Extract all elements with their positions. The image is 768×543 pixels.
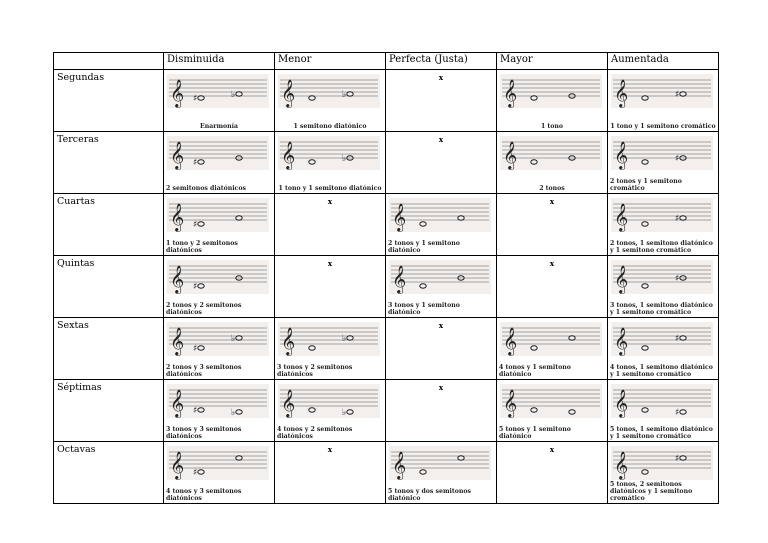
- interval-caption: 4 tonos y 1 semitono diatónico: [499, 364, 571, 378]
- whole-note-icon: [236, 456, 242, 460]
- interval-cell: [164, 70, 275, 132]
- interval-caption: 1 tono y 1 semitono cromático: [610, 123, 716, 130]
- interval-caption: 2 semitonos diatónicos: [166, 185, 246, 192]
- whole-note-icon: [642, 346, 648, 350]
- flat-icon: ♭: [231, 408, 236, 418]
- whole-note-icon: [236, 216, 242, 220]
- interval-row: [54, 132, 719, 194]
- not-applicable-mark: x: [327, 197, 333, 206]
- interval-cell: [386, 132, 497, 194]
- music-staff: [611, 74, 713, 108]
- whole-note-icon: [458, 456, 464, 460]
- music-staff: [611, 322, 713, 356]
- interval-caption: 3 tonos y 2 semitonos diatónicos: [277, 364, 353, 378]
- treble-clef-icon: 𝄞: [392, 203, 407, 231]
- interval-cell: [386, 318, 497, 380]
- interval-cell: [608, 380, 719, 442]
- interval-cell: [386, 256, 497, 318]
- whole-note-icon: [642, 222, 648, 226]
- interval-cell: [608, 442, 719, 504]
- interval-cell: [386, 442, 497, 504]
- music-staff: [167, 74, 269, 108]
- interval-cell: [608, 70, 719, 132]
- interval-cell: [164, 194, 275, 256]
- whole-note-icon: [680, 336, 686, 340]
- interval-caption: 3 tonos, 1 semitono diatónico y 1 semitono cromático: [610, 302, 713, 316]
- interval-caption: 4 tonos, 1 semitono diatónico y 1 semitono cromático: [610, 364, 713, 378]
- treble-clef-icon: 𝄞: [503, 327, 518, 355]
- treble-clef-icon: 𝄞: [392, 265, 407, 293]
- interval-caption: 1 tono: [540, 123, 564, 130]
- music-staff: [167, 198, 269, 232]
- whole-note-icon: [198, 470, 204, 474]
- whole-note-icon: [680, 410, 686, 414]
- interval-caption: 3 tonos y 1 semitono diatónico: [388, 302, 460, 316]
- treble-clef-icon: 𝄞: [281, 79, 296, 107]
- music-staff: [500, 74, 602, 108]
- interval-row: [54, 442, 719, 504]
- flat-icon: ♭: [342, 154, 347, 164]
- treble-clef-icon: 𝄞: [392, 451, 407, 479]
- interval-row: [54, 256, 719, 318]
- whole-note-icon: [309, 346, 315, 350]
- not-applicable-mark: x: [438, 73, 444, 82]
- flat-icon: ♭: [231, 334, 236, 344]
- not-applicable-mark: x: [549, 197, 555, 206]
- music-staff: [167, 446, 269, 480]
- whole-note-icon: [198, 408, 204, 412]
- column-header: Menor: [275, 53, 386, 70]
- whole-note-icon: [198, 96, 204, 100]
- flat-icon: ♭: [342, 90, 347, 100]
- row-label: Octavas: [54, 442, 164, 504]
- interval-caption: 2 tonos: [539, 185, 565, 192]
- whole-note-icon: [198, 346, 204, 350]
- interval-cell: [608, 256, 719, 318]
- music-staff: [167, 322, 269, 356]
- music-staff: [500, 384, 602, 418]
- music-staff: [167, 384, 269, 418]
- row-label: Segundas: [54, 70, 164, 132]
- treble-clef-icon: 𝄞: [170, 265, 185, 293]
- sharp-icon: ♯: [193, 94, 198, 104]
- whole-note-icon: [236, 410, 242, 414]
- interval-cell: [164, 256, 275, 318]
- music-staff: [278, 136, 380, 170]
- row-label: Cuartas: [54, 194, 164, 256]
- whole-note-icon: [680, 456, 686, 460]
- interval-caption: 5 tonos y 1 semitono diatónico: [499, 426, 571, 440]
- flat-icon: ♭: [342, 408, 347, 418]
- whole-note-icon: [347, 336, 353, 340]
- not-applicable-mark: x: [327, 445, 333, 454]
- music-staff: [167, 136, 269, 170]
- music-staff: [389, 260, 491, 294]
- interval-cell: [497, 318, 608, 380]
- whole-note-icon: [420, 222, 426, 226]
- treble-clef-icon: 𝄞: [614, 141, 629, 169]
- treble-clef-icon: 𝄞: [503, 389, 518, 417]
- sharp-icon: ♯: [193, 158, 198, 168]
- whole-note-icon: [236, 336, 242, 340]
- music-staff: [611, 198, 713, 232]
- sharp-icon: ♯: [675, 90, 680, 100]
- treble-clef-icon: 𝄞: [281, 327, 296, 355]
- interval-cell: [497, 442, 608, 504]
- music-staff: [389, 446, 491, 480]
- row-label: Séptimas: [54, 380, 164, 442]
- column-header: Aumentada: [608, 53, 719, 70]
- whole-note-icon: [420, 470, 426, 474]
- whole-note-icon: [680, 216, 686, 220]
- treble-clef-icon: 𝄞: [281, 141, 296, 169]
- interval-cell: [497, 70, 608, 132]
- flat-icon: ♭: [231, 90, 236, 100]
- not-applicable-mark: x: [438, 321, 444, 330]
- interval-cell: [164, 442, 275, 504]
- interval-caption: 1 tono y 1 semitono diatónico: [278, 185, 382, 192]
- music-staff: [611, 260, 713, 294]
- sharp-icon: ♯: [675, 334, 680, 344]
- not-applicable-mark: x: [327, 259, 333, 268]
- whole-note-icon: [420, 284, 426, 288]
- interval-caption: 1 tono y 2 semitonos diatónicos: [166, 240, 238, 254]
- whole-note-icon: [642, 470, 648, 474]
- music-staff: [167, 260, 269, 294]
- intervals-table: [53, 52, 719, 504]
- whole-note-icon: [531, 160, 537, 164]
- music-staff: [500, 136, 602, 170]
- treble-clef-icon: 𝄞: [503, 141, 518, 169]
- interval-row: [54, 194, 719, 256]
- column-header: Mayor: [497, 53, 608, 70]
- interval-caption: 5 tonos y dos semitonos diatónico: [388, 488, 471, 502]
- whole-note-icon: [347, 410, 353, 414]
- interval-caption: 3 tonos y 3 semitonos diatónicos: [166, 426, 242, 440]
- interval-cell: [275, 380, 386, 442]
- interval-row: [54, 318, 719, 380]
- whole-note-icon: [198, 160, 204, 164]
- whole-note-icon: [309, 96, 315, 100]
- music-staff: [278, 74, 380, 108]
- whole-note-icon: [642, 284, 648, 288]
- whole-note-icon: [347, 92, 353, 96]
- interval-cell: [275, 194, 386, 256]
- whole-note-icon: [680, 92, 686, 96]
- sharp-icon: ♯: [193, 220, 198, 230]
- treble-clef-icon: 𝄞: [170, 327, 185, 355]
- interval-row: [54, 70, 719, 132]
- interval-cell: [164, 132, 275, 194]
- interval-caption: 2 tonos y 1 semitono cromático: [610, 178, 682, 192]
- interval-caption: 4 tonos y 3 semitonos diatónicos: [166, 488, 242, 502]
- column-header: Disminuida: [164, 53, 275, 70]
- sharp-icon: ♯: [193, 344, 198, 354]
- interval-caption: 2 tonos y 3 semitonos diatónicos: [166, 364, 242, 378]
- treble-clef-icon: 𝄞: [281, 389, 296, 417]
- treble-clef-icon: 𝄞: [614, 389, 629, 417]
- header-corner: [54, 53, 164, 70]
- interval-cell: [497, 256, 608, 318]
- interval-cell: [497, 132, 608, 194]
- not-applicable-mark: x: [438, 383, 444, 392]
- flat-icon: ♭: [342, 334, 347, 344]
- treble-clef-icon: 𝄞: [503, 79, 518, 107]
- interval-cell: [608, 318, 719, 380]
- treble-clef-icon: 𝄞: [170, 389, 185, 417]
- sharp-icon: ♯: [193, 468, 198, 478]
- sharp-icon: ♯: [193, 282, 198, 292]
- interval-cell: [164, 380, 275, 442]
- treble-clef-icon: 𝄞: [170, 203, 185, 231]
- treble-clef-icon: 𝄞: [614, 265, 629, 293]
- whole-note-icon: [569, 410, 575, 414]
- row-label: Sextas: [54, 318, 164, 380]
- whole-note-icon: [236, 92, 242, 96]
- interval-caption: 2 tonos, 1 semitono diatónico y 1 semitono cromático: [610, 240, 713, 254]
- column-header: Perfecta (Justa): [386, 53, 497, 70]
- sharp-icon: ♯: [675, 454, 680, 464]
- sharp-icon: ♯: [675, 214, 680, 224]
- treble-clef-icon: 𝄞: [170, 141, 185, 169]
- interval-row: [54, 380, 719, 442]
- whole-note-icon: [642, 160, 648, 164]
- music-staff: [611, 384, 713, 418]
- whole-note-icon: [531, 96, 537, 100]
- interval-cell: [497, 194, 608, 256]
- interval-caption: Enarmonía: [199, 123, 239, 130]
- interval-caption: 1 semitono diatónico: [293, 123, 367, 130]
- whole-note-icon: [569, 336, 575, 340]
- treble-clef-icon: 𝄞: [614, 451, 629, 479]
- interval-cell: [386, 194, 497, 256]
- interval-caption: 5 tonos, 2 semitonos diatónicos y 1 semitono cromático: [610, 481, 693, 502]
- whole-note-icon: [531, 346, 537, 350]
- whole-note-icon: [309, 408, 315, 412]
- music-staff: [611, 446, 713, 480]
- music-staff: [500, 322, 602, 356]
- not-applicable-mark: x: [549, 259, 555, 268]
- interval-caption: 2 tonos y 1 semitono diatónico: [388, 240, 460, 254]
- interval-cell: [275, 442, 386, 504]
- treble-clef-icon: 𝄞: [614, 79, 629, 107]
- interval-cell: [608, 132, 719, 194]
- whole-note-icon: [309, 160, 315, 164]
- header-row: [54, 53, 719, 70]
- row-label: Quintas: [54, 256, 164, 318]
- interval-cell: [275, 256, 386, 318]
- not-applicable-mark: x: [549, 445, 555, 454]
- not-applicable-mark: x: [438, 135, 444, 144]
- interval-cell: [275, 70, 386, 132]
- interval-cell: [497, 380, 608, 442]
- interval-caption: 2 tonos y 2 semitonos diatónicos: [166, 302, 242, 316]
- sharp-icon: ♯: [193, 406, 198, 416]
- sharp-icon: ♯: [675, 274, 680, 284]
- interval-cell: [164, 318, 275, 380]
- music-staff: [389, 198, 491, 232]
- interval-cell: [275, 132, 386, 194]
- treble-clef-icon: 𝄞: [170, 79, 185, 107]
- whole-note-icon: [198, 284, 204, 288]
- whole-note-icon: [642, 96, 648, 100]
- interval-caption: 5 tonos, 1 semitono diatónico y 1 semitono cromático: [610, 426, 713, 440]
- whole-note-icon: [642, 408, 648, 412]
- row-label: Terceras: [54, 132, 164, 194]
- whole-note-icon: [531, 408, 537, 412]
- music-staff: [278, 384, 380, 418]
- treble-clef-icon: 𝄞: [170, 451, 185, 479]
- music-staff: [611, 136, 713, 170]
- interval-cell: [386, 380, 497, 442]
- sharp-icon: ♯: [675, 154, 680, 164]
- music-staff: [278, 322, 380, 356]
- sharp-icon: ♯: [675, 408, 680, 418]
- interval-caption: 4 tonos y 2 semitonos diatónicos: [277, 426, 353, 440]
- whole-note-icon: [458, 216, 464, 220]
- treble-clef-icon: 𝄞: [614, 203, 629, 231]
- interval-cell: [386, 70, 497, 132]
- whole-note-icon: [198, 222, 204, 226]
- interval-cell: [608, 194, 719, 256]
- interval-cell: [275, 318, 386, 380]
- treble-clef-icon: 𝄞: [614, 327, 629, 355]
